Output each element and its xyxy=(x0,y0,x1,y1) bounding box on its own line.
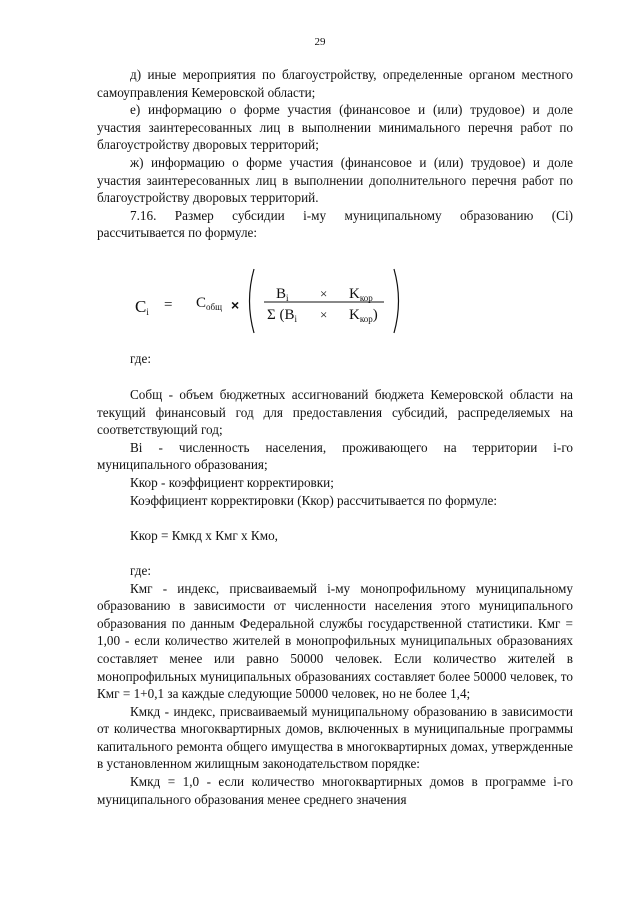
formula-den-k: $K_{кор}$) xyxy=(349,307,378,324)
formula-num-b: $B_i$ xyxy=(276,286,289,303)
formula-lhs: $C_i$ xyxy=(135,297,149,317)
paragraph-zh: ж) информацию о форме участия (финансовое и (или) трудовое) и доле участия заинтересованных лиц в выполнении дополнительного перечня работ по благоустройству дворовых территорий. xyxy=(97,154,573,206)
where-label-1: где: xyxy=(130,351,151,366)
text-block-definitions xyxy=(97,386,573,808)
formula-equals: = xyxy=(164,297,173,313)
page-number: 29 xyxy=(314,36,326,48)
formula-num-times: × xyxy=(320,286,328,301)
definition-kmkd-1: Кмкд = 1,0 - если количество многоквартирных домов в программе i-го муниципального образования менее среднего значения xyxy=(97,774,573,807)
formula-kkor: Ккор = Кмкд x Кмг x Кмо, xyxy=(130,527,278,543)
definition-kmkd: Кмкд - индекс, присваиваемый муниципальному образованию в зависимости от количества многоквартирных домов, включенных в муниципальные программы капитального ремонта общего имущества в многоквартирных домах, утвержденные в установленном жилищным законодательством порядке: xyxy=(97,703,573,772)
text-block-where1 xyxy=(97,350,573,368)
formula-den-sigma: Σ ($B_i$ xyxy=(267,307,297,324)
definition-kmg: Кмг - индекс, присваиваемый i-му монопрофильному муниципальному образованию в зависимости от численности населения этого муниципального образования по данным Федеральной службы государственной статистики. Кмг = 1,00 - если количество жителей в монопрофильных муниципальных образованиях составляет менее или равно 50000 человек. Если количество жителей в монопрофильных муниципальных образованиях составляет более 50000 человек, то Кмг = 1+0,1 за каждые следующие 50000 человек, но не более 1,4; xyxy=(97,580,573,702)
formula-num-k: $K_{кор}$ xyxy=(349,286,373,303)
formula-c-total: $С_{общ}$ xyxy=(196,295,223,312)
paragraph-d: д) иные мероприятия по благоустройству, определенные органом местного самоуправления Кемеровской области; xyxy=(97,67,573,100)
paragraph-e: е) информацию о форме участия (финансовое и (или) трудовое) и доле участия заинтересованных лиц в выполнении минимального перечня работ по благоустройству дворовых территорий; xyxy=(97,102,573,153)
where-label-2: где: xyxy=(130,562,151,578)
formula-den-times: × xyxy=(320,307,328,322)
definition-kkor-calc: Коэффициент корректировки (Ккор) рассчитывается по формуле: xyxy=(130,492,498,508)
paragraph-7-16: 7.16. Размер субсидии i-му муниципальному образованию (Ci) рассчитывается по формуле: xyxy=(97,207,573,241)
subsidy-formula xyxy=(130,266,430,336)
definition-bi: Bi - численность населения, проживающего на территории i-го муниципального образования; xyxy=(97,439,573,473)
text-block-top xyxy=(97,66,573,242)
definition-kkor: Ккор - коэффициент корректировки; xyxy=(130,474,334,490)
definition-c-total: Cобщ - объем бюджетных ассигнований бюджета Кемеровской области на текущий финансовый год для предоставления субсидий, распределяемых на соответствующий год; xyxy=(97,387,573,438)
formula-times: × xyxy=(231,297,240,313)
